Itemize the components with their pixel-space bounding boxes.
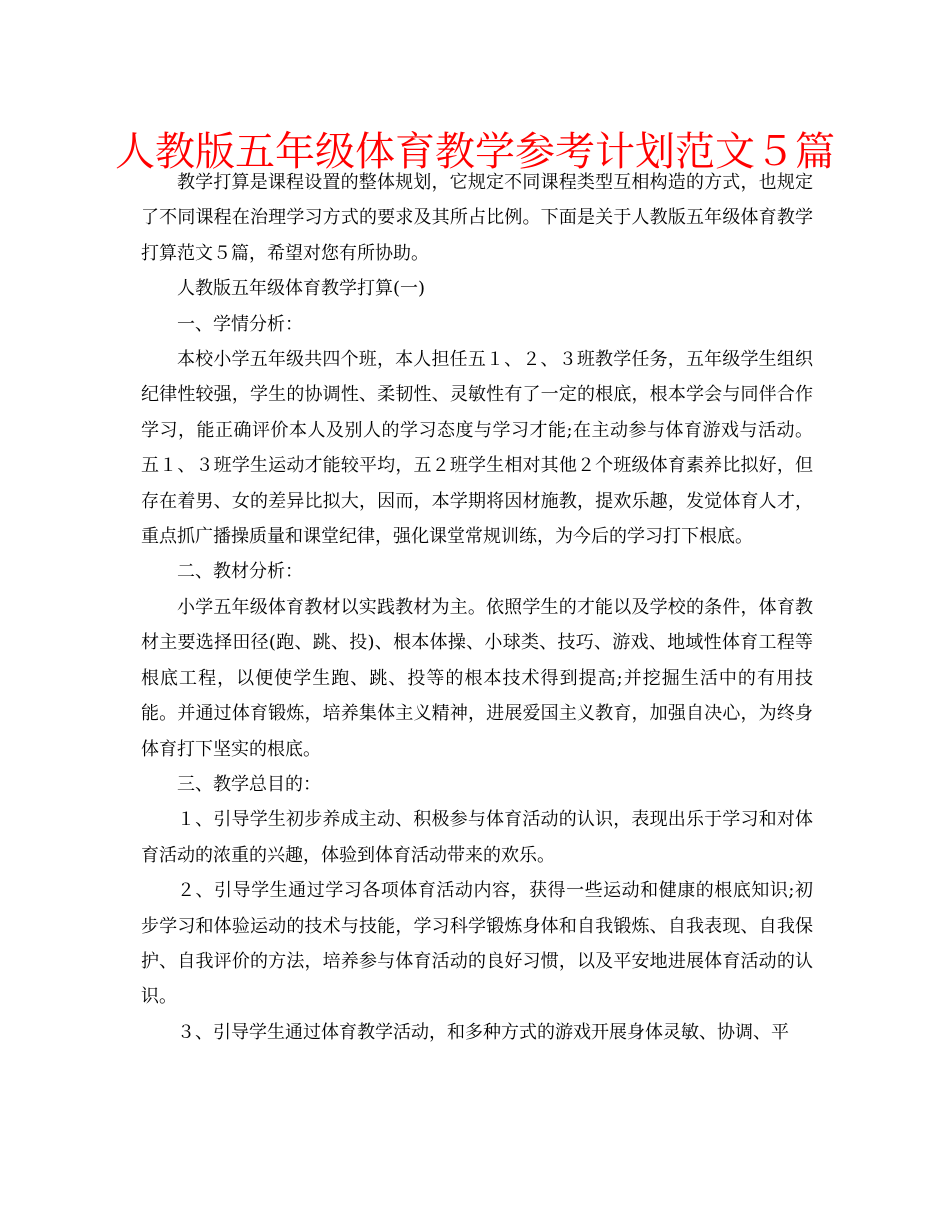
section-heading-plan-1: 人教版五年级体育教学打算(一) [177, 278, 426, 300]
goal-item-3: ３、引导学生通过体育教学活动，和多种方式的游戏开展身体灵敏、协调、平 [177, 1021, 789, 1043]
document-body [141, 165, 813, 1050]
heading-material-analysis: 二、教材分析： [177, 561, 303, 583]
document-title: 人教版五年级体育教学参考计划范文５篇 [115, 129, 835, 175]
intro-paragraph: 教学打算是课程设置的整体规划，它规定不同课程类型互相构造的方式，也规定了不同课程在治理学习方式的要求及其所占比例。下面是关于人教版五年级体育教学打算范文５篇，希望对您有所协助。 [141, 172, 813, 264]
heading-teaching-goals: 三、教学总目的： [177, 773, 321, 795]
paragraph-student-analysis: 本校小学五年级共四个班，本人担任五１、２、３班教学任务，五年级学生组织纪律性较强，学生的协调性、柔韧性、灵敏性有了一定的根底，根本学会与同伴合作学习，能正确评价本人及别人的学习态度与学习才能;在主动参与体育游戏与活动。五１、３班学生运动才能较平均，五２班学生相对其他２个班级体育素养比拟好，但存在着男、女的差异比拟大，因而，本学期将因材施教，提欢乐趣，发觉体育人才，重点抓广播操质量和课堂纪律，强化课堂常规训练，为今后的学习打下根底。 [141, 349, 813, 548]
heading-student-analysis: 一、学情分析： [177, 313, 303, 335]
goal-item-2: ２、引导学生通过学习各项体育活动内容，获得一些运动和健康的根底知识;初步学习和体验运动的技术与技能，学习科学锻炼身体和自我锻炼、自我表现、自我保护、自我评价的方法，培养参与体育活动的良好习惯，以及平安地进展体育活动的认识。 [141, 880, 813, 1008]
paragraph-material-analysis: 小学五年级体育教材以实践教材为主。依照学生的才能以及学校的条件，体育教材主要选择田径(跑、跳、投)、根本体操、小球类、技巧、游戏、地域性体育工程等根底工程，以便使学生跑、跳、投等的根本技术得到提高;并挖掘生活中的有用技能。并通过体育锻炼，培养集体主义精神，进展爱国主义教育，加强自决心，为终身体育打下坚实的根底。 [141, 596, 813, 760]
goal-item-1: １、引导学生初步养成主动、积极参与体育活动的认识，表现出乐于学习和对体育活动的浓重的兴趣，体验到体育活动带来的欢乐。 [141, 809, 813, 866]
